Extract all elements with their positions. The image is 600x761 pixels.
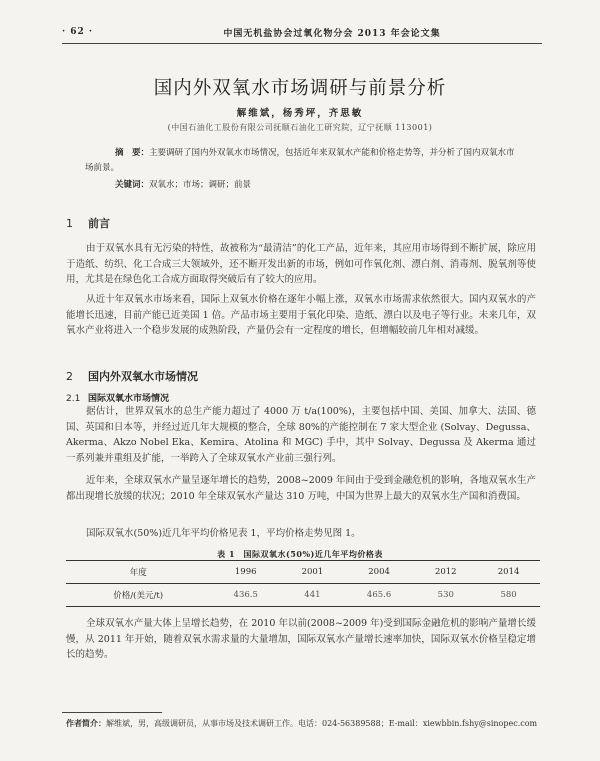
- year-label: 年度: [129, 568, 147, 578]
- section-title: 前言: [88, 217, 110, 230]
- author-affiliation: (中国石油化工股份有限公司抚顺石油化工研究院，辽宁抚顺 113001): [167, 123, 433, 132]
- section-heading-1: [66, 215, 110, 231]
- article-title: 国内外双氧水市场调研与前景分析: [153, 78, 447, 99]
- paragraph-intro-2: 从近十年双氧水市场来看，国际上双氧水价格在逐年小幅上涨，双氧水市场需求依然很大。国内双氧水的产能增长迅速，目前产能已近美国 1 倍。产品市场主要用于氧化印染、造纸、漂白以及电子等行业。未来几年，双氧水产业将进入一个稳步发展的成熟阶段，产量仍会有一定程度的增长，但增幅较前几年相对减缓。: [66, 294, 536, 337]
- keywords-text: 双氧水；市场；调研；前景: [149, 180, 252, 190]
- paragraph-production: 近年来，全球双氧水产量呈逐年增长的趋势，2008~2009 年间由于受到金融危机的影响，各地双氧水生产都出现增长放缓的状况；2010 年全球双氧水产量达 310 万吨，中国为世界上最大的双氧水生产国和消费国。: [66, 475, 536, 502]
- section-heading-2: [66, 368, 198, 384]
- table-caption: 表 1 国际双氧水(50%)近几年平均价格表: [217, 549, 383, 559]
- price-cell: 530: [437, 590, 454, 600]
- price-cell: 465.6: [366, 590, 392, 600]
- section-number: 1: [66, 217, 73, 230]
- subsection-title: 国际双氧水市场情况: [88, 394, 170, 404]
- page-number: · 62 ·: [62, 27, 94, 37]
- footnote-text: 解维斌，男，高级调研员，从事市场及技术调研工作。电话：024-56389588；E-mail：xiewbbin.fshy@sinopec.com: [106, 719, 538, 728]
- author-footnote: [66, 716, 540, 731]
- author-list: 解维斌，杨秀坪，齐思敏: [236, 108, 364, 119]
- section-title: 国内外双氧水市场情况: [88, 370, 198, 383]
- year-cell: 2012: [434, 567, 457, 577]
- year-cell: 2014: [497, 567, 520, 577]
- subsection-heading-2-1: [66, 391, 169, 404]
- year-cell: 2004: [368, 567, 390, 577]
- price-table: [66, 560, 540, 607]
- abstract-text: 主要调研了国内外双氧水市场情况，包括近年来双氧水产能和价格走势等，并分析了国内双氧水市场前景。: [85, 148, 515, 173]
- running-head: [62, 24, 542, 40]
- table-header-row: [66, 561, 540, 584]
- price-cell: 436.5: [233, 590, 258, 600]
- footnote-rule: [62, 712, 162, 713]
- journal-title: 中国无机盐协会过氧化物分会 2013 年会论文集: [223, 28, 441, 39]
- paragraph-trend: 全球双氧水产量大体上呈增长趋势，在 2010 年以前(2008~2009 年)受到国际金融危机的影响产量增长缓慢，从 2011 年开始，随着双氧水需求量的大量增加，国际双氧水产量增长速率加快，国际双氧水价格呈稳定增长的趋势。: [66, 618, 536, 661]
- keywords: [85, 178, 515, 193]
- subsection-number: 2.1: [66, 394, 81, 404]
- header-rule: [62, 43, 542, 44]
- table-row: [66, 584, 540, 607]
- paragraph-intro-1: 由于双氧水具有无污染的特性，故被称为“最清洁”的化工产品，近年来，其应用市场得到不断扩展，除应用于造纸、纺织、化工合成三大领域外，还不断开发出新的市场，例如可作氧化剂、漂白剂、消毒剂、脱氧剂等使用，尤其是在绿色化工合成方面取得突破后有了较大的应用。: [66, 243, 536, 286]
- keywords-label: 关键词：: [115, 180, 150, 190]
- abstract: [85, 146, 515, 176]
- section-number: 2: [66, 370, 73, 383]
- paragraph-capacity: 据估计，世界双氧水的总生产能力超过了 4000 万 t/a(100%)，主要包括中国、美国、加拿大、法国、德国、英国和日本等，并经过近几年大规模的整合，全球 80%的产能控制在 7 家大型企业 (Solvay、Degussa、Akerma、Akzo Nobel Eka、Kemira、Atolina 和 MGC) 手中，其中 Solvay、Degussa 及 Akerma 通过一系列兼并重组及扩能，一举跨入了全球双氧水产业前三强行列。: [66, 406, 536, 464]
- price-cell: 580: [500, 590, 517, 600]
- footnote-label: 作者简介：: [66, 718, 106, 728]
- price-label: 价格/(美元/t): [113, 591, 164, 601]
- price-cell: 441: [304, 590, 321, 600]
- year-cell: 1996: [234, 567, 257, 577]
- year-cell: 2001: [301, 567, 324, 577]
- paragraph-table-ref: 国际双氧水(50%)近几年平均价格见表 1，平均价格走势见图 1。: [86, 528, 361, 539]
- abstract-label: 摘 要：: [115, 148, 150, 158]
